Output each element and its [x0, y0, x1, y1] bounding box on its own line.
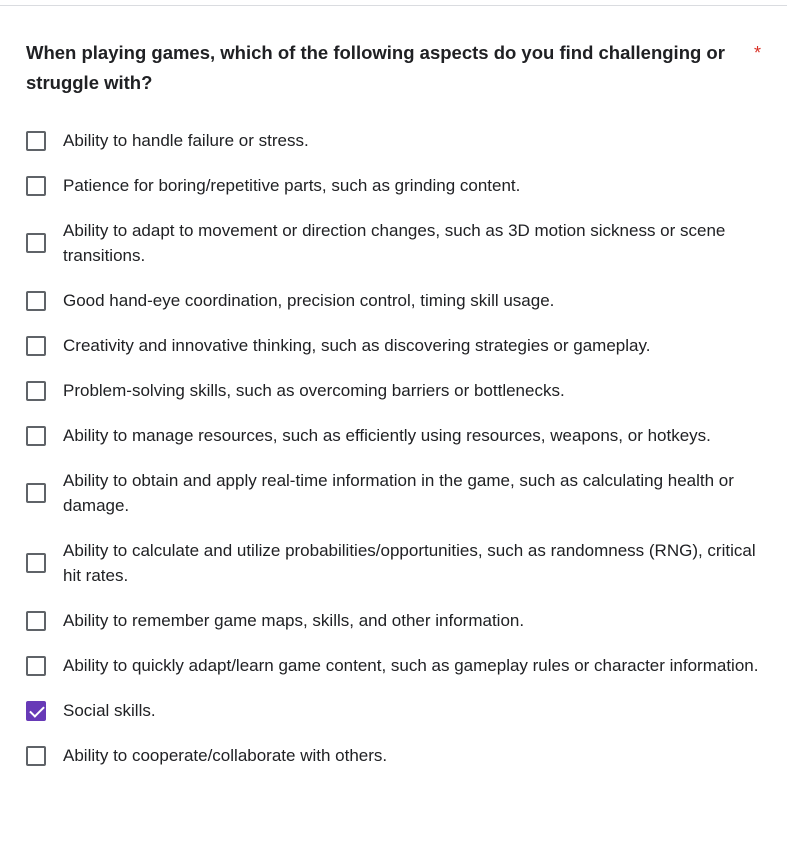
option-label[interactable]: Patience for boring/repetitive parts, such as grinding content.: [63, 176, 521, 195]
option-6[interactable]: [26, 413, 766, 458]
option-5[interactable]: [26, 368, 766, 413]
option-label[interactable]: Ability to handle failure or stress.: [63, 131, 309, 150]
checkbox[interactable]: [26, 746, 46, 766]
option-label[interactable]: Good hand-eye coordination, precision control, timing skill usage.: [63, 291, 555, 310]
option-label[interactable]: Ability to cooperate/collaborate with others.: [63, 746, 388, 765]
option-12[interactable]: [26, 733, 766, 778]
checkbox[interactable]: [26, 131, 46, 151]
checkbox[interactable]: [26, 291, 46, 311]
question-card: [0, 6, 787, 844]
question-title: When playing games, which of the following aspects do you find challenging or struggle with?: [26, 42, 725, 93]
option-label[interactable]: Ability to manage resources, such as efficiently using resources, weapons, or hotkeys.: [63, 426, 711, 445]
option-label[interactable]: Ability to remember game maps, skills, and other information.: [63, 611, 525, 630]
option-label[interactable]: Creativity and innovative thinking, such as discovering strategies or gameplay.: [63, 336, 651, 355]
checkbox[interactable]: [26, 176, 46, 196]
checkbox-group: [26, 118, 766, 778]
checkbox[interactable]: [26, 553, 46, 573]
option-11[interactable]: [26, 688, 766, 733]
option-label[interactable]: Ability to calculate and utilize probabilities/opportunities, such as randomness (RNG), critical hit rates.: [63, 541, 756, 585]
option-1[interactable]: [26, 163, 766, 208]
option-label[interactable]: Ability to obtain and apply real-time information in the game, such as calculating health or damage.: [63, 471, 734, 515]
required-asterisk: *: [754, 43, 762, 63]
checkbox-checked[interactable]: [26, 701, 46, 721]
option-0[interactable]: [26, 118, 766, 163]
option-3[interactable]: [26, 278, 766, 323]
checkbox[interactable]: [26, 381, 46, 401]
option-7[interactable]: [26, 458, 766, 528]
option-label[interactable]: Ability to quickly adapt/learn game content, such as gameplay rules or character information.: [63, 656, 759, 675]
option-label[interactable]: Ability to adapt to movement or direction changes, such as 3D motion sickness or scene transitions.: [63, 221, 726, 265]
checkbox[interactable]: [26, 233, 46, 253]
option-label[interactable]: Problem-solving skills, such as overcoming barriers or bottlenecks.: [63, 381, 565, 400]
checkbox[interactable]: [26, 483, 46, 503]
option-4[interactable]: [26, 323, 766, 368]
checkbox[interactable]: [26, 426, 46, 446]
checkbox[interactable]: [26, 336, 46, 356]
checkbox[interactable]: [26, 611, 46, 631]
checkbox[interactable]: [26, 656, 46, 676]
option-10[interactable]: [26, 643, 766, 688]
option-8[interactable]: [26, 528, 766, 598]
option-9[interactable]: [26, 598, 766, 643]
option-label[interactable]: Social skills.: [63, 701, 156, 720]
option-2[interactable]: [26, 208, 766, 278]
